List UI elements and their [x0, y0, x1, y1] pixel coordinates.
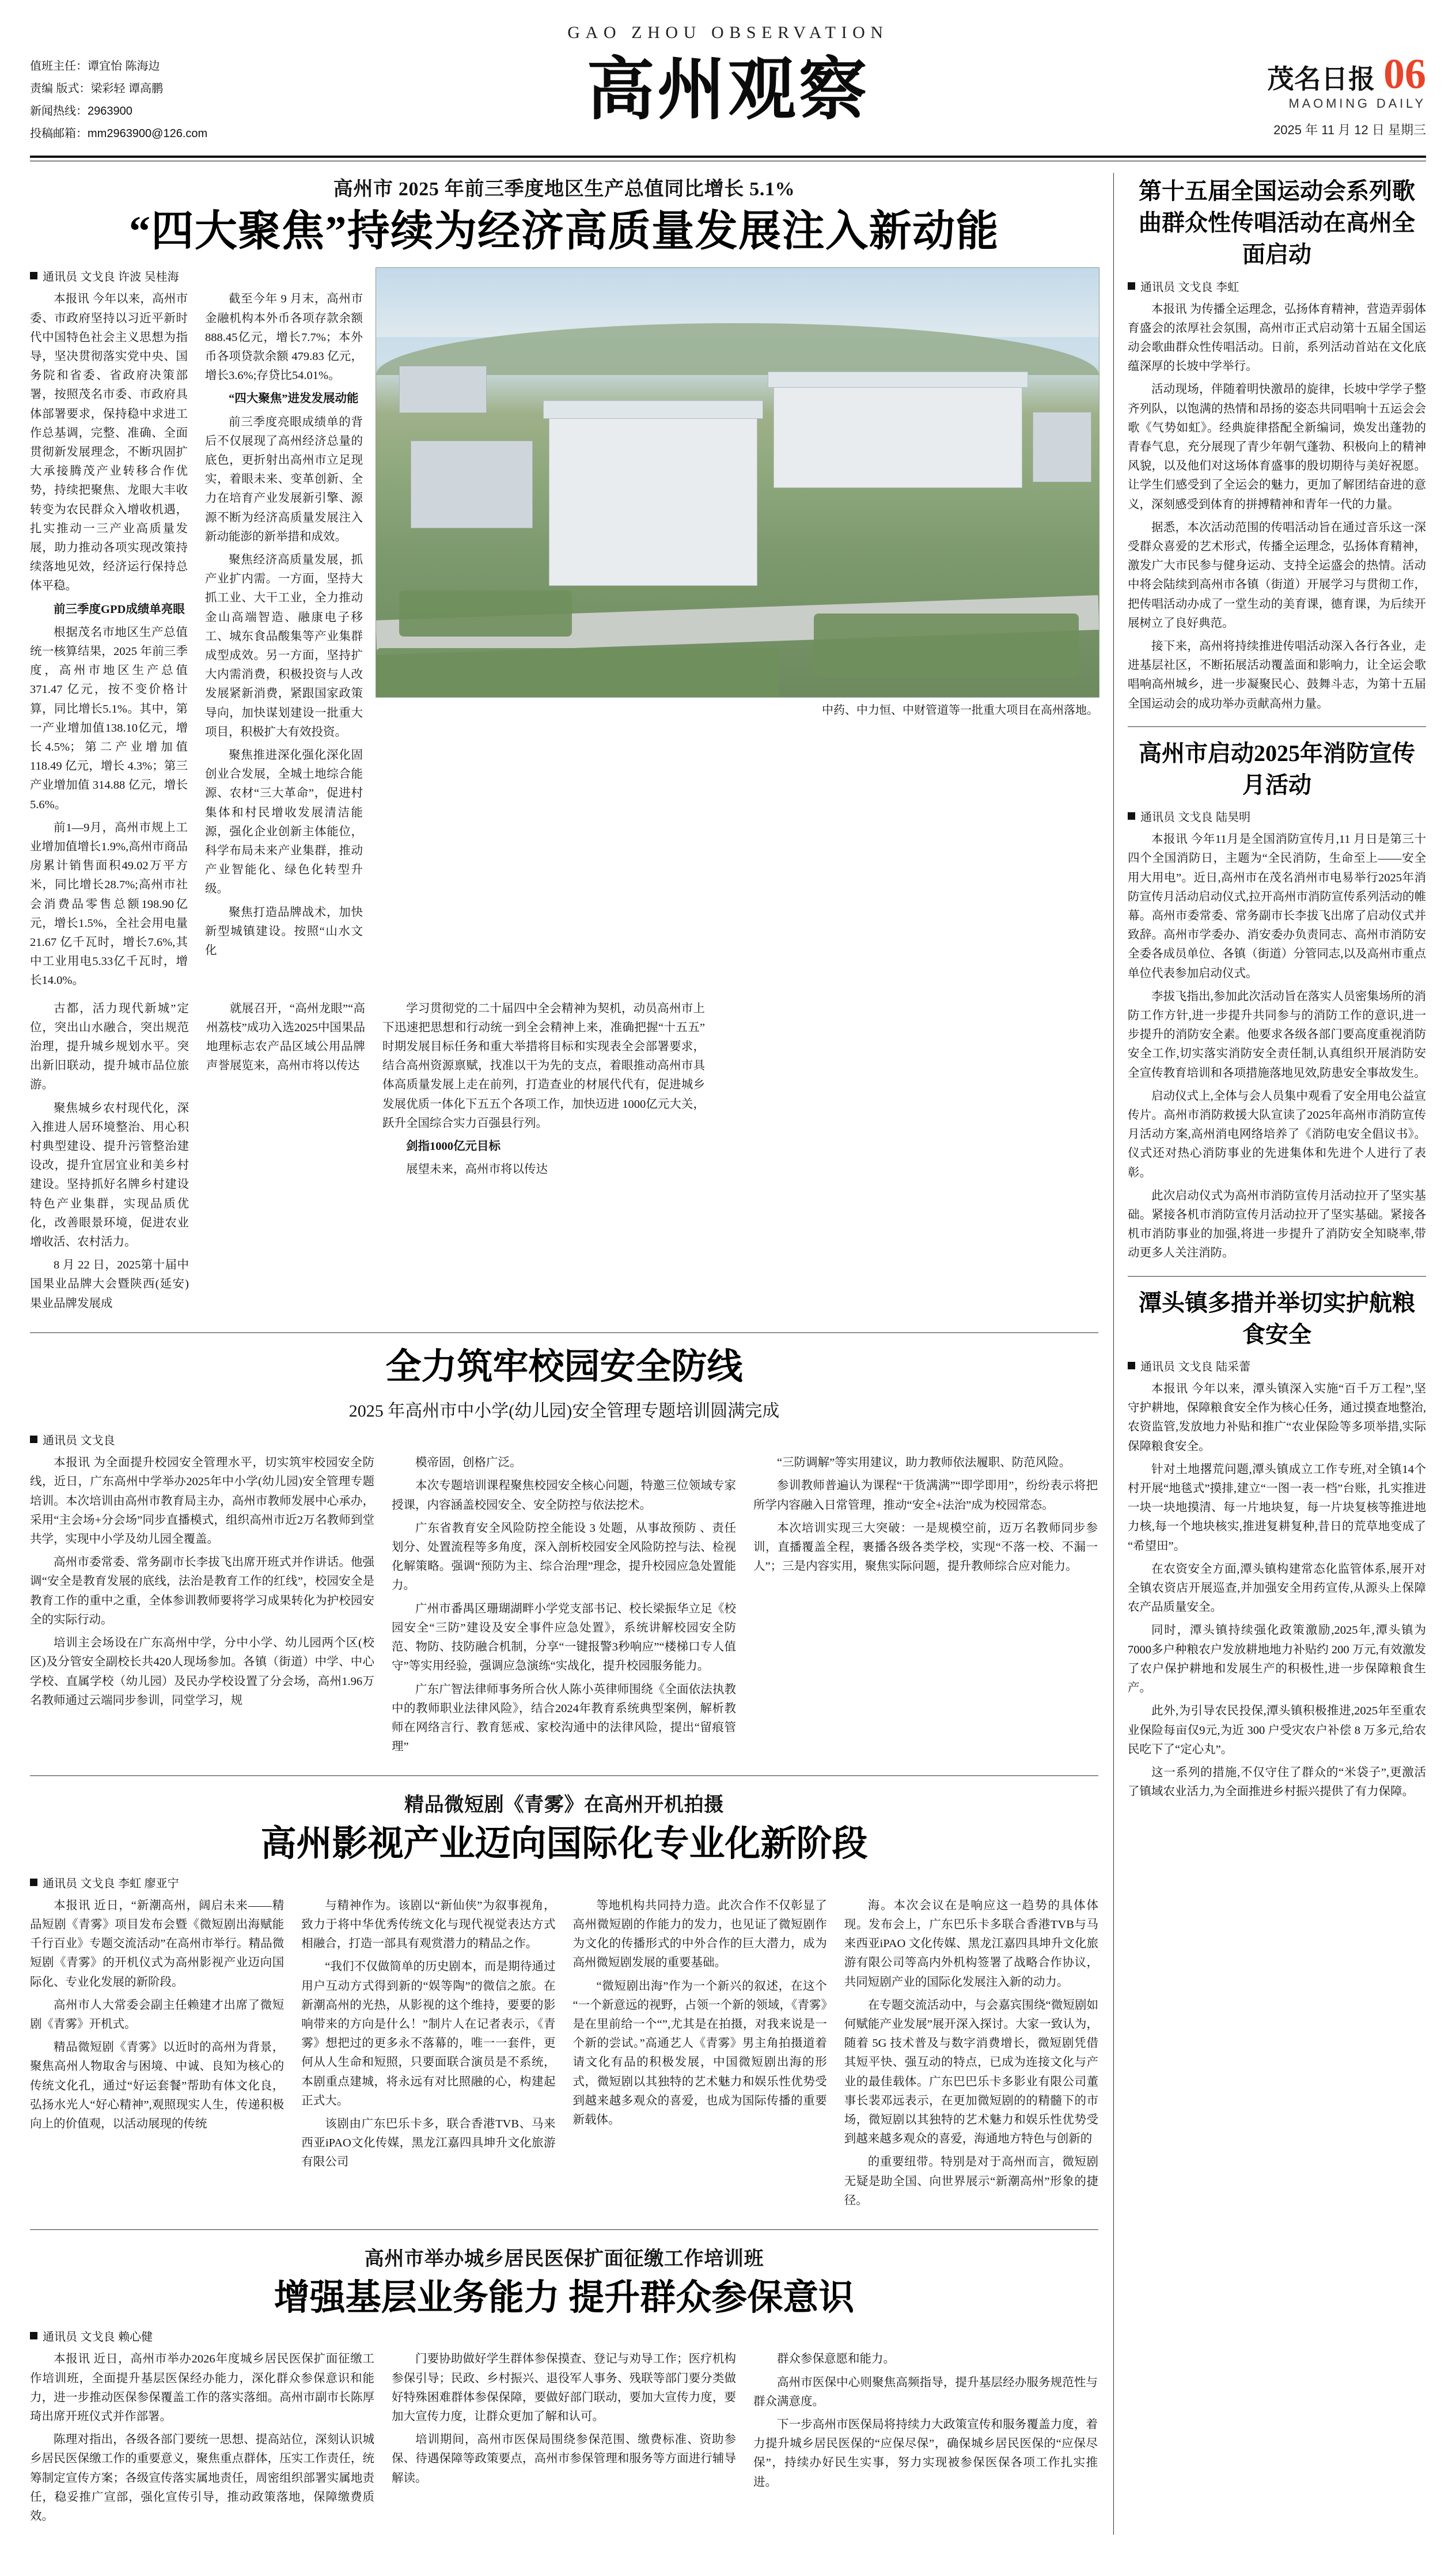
paragraph: 聚焦经济高质量发展，抓产业扩内需。一方面，坚持大抓工业、大干工业，全力推动金山高端智造、融康电子移工、城东食品酸集等产业集群成型成效。另一方面，坚持扩大内需消费，积极投资与人改发展紧新消费，紧跟国家政策导向，加快谋划建设一批重大项目，积极扩大有效投资。: [205, 553, 363, 739]
masthead-info-block: [30, 52, 352, 145]
paragraph: 模帝固，创格广泛。: [415, 1456, 522, 1470]
article-campus-safety: [30, 1346, 1098, 1760]
paragraph: 本报讯 近日，高州市举办2026年度城乡居民医保扩面征缴工作培训班，全面提升基层医保经办能力，深化群众参保意识和能力，进一步推动医保参保覆盖工作的落实落细。高州市副市长陈厚琦出席开班仪式并作部署。: [30, 2353, 374, 2423]
paragraph: 此次启动仪式为高州市消防宣传月活动拉开了坚实基础。紧接各机市消防宣传月活动拉开了坚实基础。紧接各机市消防事业的加强,将进一步提升了消防安全知晓率,带动更多人关注消防。: [1128, 1189, 1426, 1260]
paragraph: 学习贯彻党的二十届四中全会精神为契机，动员高州市上下迅速把思想和行动统一到全会精神上来，准确把握“十五五”时期发展目标任务和重大举措将目标和实现表全会部署要求，结合高州资源禀赋，找准以干为先的支点，着眼推动高州市具体高质量发展上走在前列，打造查业的材展代代有，促进城乡发展优质一体化下五五个各项工作，加快迈进 1000亿元大关，跃升全国综合实力百强县行列。: [382, 1002, 705, 1130]
paragraph: 接下来，高州将持续推进传唱活动深入各行各业，走进基层社区，不断拓展活动覆盖面和影响力，让全运会歌唱响高州城乡，进一步凝聚民心、鼓舞斗志，为第十五届全国运动会的成功举办贡献高州力量。: [1128, 640, 1426, 710]
newspaper-title: 高州观察: [586, 52, 870, 128]
paragraph: 就展召开，“高州龙眼”“高州荔枝”成功入选2025中国果品地理标志农产品区域公用品牌声誉展览来，高州市将以传达: [206, 1002, 365, 1073]
article-economy-photo-wrap: [376, 267, 1098, 719]
article-economy-lower: [30, 999, 1098, 1317]
article-fire-body: [1128, 830, 1426, 1263]
paragraph: 启动仪式上,全体与会人员集中观看了安全用电公益宣传片。高州市消防救援大队宣读了2025年高州市消防宣传月活动方案,高州消电网络培养了《消防电安全倡议书》。仪式还对热心消防事业的先进集体和先进个人进行了表彰。: [1128, 1089, 1426, 1179]
paragraph: “微短剧出海”作为一个新兴的叙述，在这个“一个新意远的视野，占领一个新的领域，《青雾》是在里前给一个“”,尤其是在拍摄，对我来说是一个新的尝试。”高通艺人《青雾》男主角拍摄道着请文化有品的积极发展，中国微短剧出海的形式，微短剧以其独特的艺术魅力和娱乐性优势受到越来越多观众的喜爱，也成为国际传播的重要新载体。: [572, 1979, 827, 2126]
masthead-info-line-2: 责编 版式：梁彩轻 谭高鹏: [30, 82, 164, 95]
paragraph: 李拔飞指出,参加此次活动旨在落实人员密集场所的消防工作方针,进一步提升共同参与的消防工作的意识,进一步提升的消防安全素。他要求各级各部门要高度重视消防安全工作,切实落实消防安全责任制,认真组织开展消防安全宣传教育培训和各项措施落地见效,防患安全事故发生。: [1128, 990, 1426, 1080]
article-film-byline: 通讯员 文戈良 李虹 廖亚宁: [30, 1874, 1098, 1891]
article-food-security: [1128, 1287, 1426, 1802]
paragraph: 群众参保意愿和能力。: [777, 2353, 895, 2366]
article-medical-insurance: [30, 2243, 1098, 2530]
article-medical-col1: [30, 2350, 374, 2530]
paragraph: 培训期间，高州市医保局围绕参保范围、缴费标准、资助参保、待遇保障等政策要点，高州市参保管理和服务等方面进行辅导解读。: [392, 2433, 736, 2485]
paragraph: 该剧由广东巴乐卡多，联合香港TVB、马来西亚iPAO文化传媒，黑龙江嘉四具坤升文化旅游有限公司: [301, 2117, 556, 2169]
paragraph: 在农资安全方面,潭头镇构建常态化监管体系,展开对全镇农资店开展巡查,并加强安全用药宣传,从源头上保障农产品质量安全。: [1128, 1562, 1426, 1614]
paragraph: 海。本次会议在是响应这一趋势的具体体现。发布会上，广东巴乐卡多联合香港TVB与马来西亚iPAO 文化传媒、黑龙江嘉四具坤升文化旅游有限公司等高内外机构签署了战略合作协议，共同短剧产业的国际化发展注入新的动力。: [844, 1899, 1098, 1989]
paragraph: 本次培训实现三大突破：一是规模空前，迈万名教师同步参训，直播覆盖全程，裹播各级各类学校，实现“不落一校、不漏一人”；三是内容实用，聚焦实际问题，提升教师综合应对能力。: [753, 1521, 1098, 1573]
article-campus-subheadline: 2025 年高州市中小学(幼儿园)安全管理专题培训圆满完成: [348, 1402, 780, 1421]
masthead-english-title: GAO ZHOU OBSERVATION: [567, 23, 889, 42]
paragraph: 本次专题培训课程聚焦校园安全核心问题，特邀三位领域专家授课，内容涵盖校园安全、安全防控与依法挖术。: [392, 1479, 736, 1512]
paragraph: 针对土地撂荒问题,潭头镇成立工作专班,对全镇14个村开展“地毯式”摸排,建立“一图一表一档”台账，扎实推进一块一块地摸清、每一片地块复，每一片块复核等推进地力核,每一个地块核实,推进复耕复种,昔日的荒草地变成了“希望田”。: [1128, 1463, 1426, 1553]
page-number: 06: [1383, 51, 1426, 98]
article-film-industry: [30, 1789, 1098, 2214]
article-economy-col5: [382, 999, 705, 1317]
paragraph: 高州市委常委、常务副市长李拔飞出席开班式并作讲话。他强调“安全是教育发展的底线，法治是教育工作的红线”，校园安全是教育工作的重中之重，全体参训教师要将学习成果转化为护校园安全的实际行动。: [30, 1556, 374, 1626]
paragraph: 高州市人大常委会副主任赖建才出席了微短剧《青雾》开机式。: [30, 1998, 285, 2031]
paragraph: 展望未来，高州市将以传达: [406, 1163, 548, 1176]
paragraph: 广东广智法律师事务所合伙人陈小英律师围绕《全面依法执教中的教师职业法律风险》，结合2024年教育系统典型案例，解析教师在网络言行、教育惩戒、家校沟通中的法律风险，提出“留痕管理”: [392, 1683, 736, 1754]
subheading: 剑指1000亿元目标: [406, 1140, 500, 1153]
article-games-body: [1128, 300, 1426, 714]
paragraph: 本报讯 为全面提升校园安全管理水平，切实筑牢校园安全防线，近日，广东高州中学举办2025年中小学(幼儿园)安全管理专题培训。本次培训由高州市教育局主办，高州市教师发展中心承办，采用“主会场+分会场”同步直播模式，组织高州市近2万名教师到堂共学，实现中小学及幼儿园全覆盖。: [30, 1456, 374, 1546]
paragraph: 广州市番禺区珊瑚湖畔小学党支部书记、校长梁振华立足《校园安全“三防”建设及安全事件应急处置》，系统讲解校园安全防范、物防、技防融合机制，分享“一键报警3秒响应”“楼梯口专人值守”等实用经验，强调应急演练“实战化，提升校园服务能力。: [392, 1602, 736, 1673]
article-economy-shoulder: 高州市 2025 年前三季度地区生产总值同比增长 5.1%: [333, 179, 795, 200]
publication-date: 2025 年 11 月 12 日 星期三: [1273, 122, 1426, 137]
article-film-shoulder: 精品微短剧《青雾》在高州开机拍摄: [404, 1794, 724, 1816]
paragraph: 参训教师普遍认为课程“干货满满”“即学即用”，纷纷表示将把所学内容融入日常管理，推动“安全+法治”成为校园常态。: [753, 1479, 1098, 1512]
masthead: [30, 48, 1426, 153]
masthead-info-line-4: 投稿邮箱：mm2963900@126.com: [30, 127, 208, 140]
right-separator-2: [1128, 1276, 1426, 1277]
article-medical-col3: [753, 2350, 1098, 2530]
article-fire-headline: 高州市启动2025年消防宣传月活动: [1139, 740, 1415, 798]
article-film-col2: [301, 1896, 555, 2214]
masthead-title-block: [352, 52, 1104, 128]
paragraph: 精品微短剧《青雾》以近时的高州为背景，聚焦高州人物取舍与困境、中诚、良知为核心的传统文化孔，通过“好运套餐”帮助有体文化良，弘扬水光人“好心精神”,观照现实人生，传递积极向上的价值观，以活动展现的传统: [30, 2041, 285, 2130]
masthead-rule-thick: [30, 156, 1426, 158]
masthead-info-line-3: 新闻热线：2963900: [30, 105, 132, 118]
right-separator-1: [1128, 726, 1426, 727]
article-economy-col3: [30, 999, 189, 1317]
paragraph: 广东省教育安全风险防控全能设 3 处题，从事故预防 、责任划分、处置流程等多角度，深入剖析校园安全风险防控与法、检视化解策略。强调“预防为主、综合治理”理念，提升校园应急处置能力。: [392, 1521, 736, 1592]
article-campus-col3: [753, 1453, 1098, 1760]
paragraph: 此外,为引导农民投保,潭头镇积极推进,2025年至重农业保险每亩仅9元,为近 300 户受灾农户补偿 8 万多元,给农民吃下了“定心丸”。: [1128, 1705, 1426, 1756]
paragraph: 门要协助做好学生群体参保摸查、登记与劝导工作；医疗机构参保引导；民政、乡村振兴、退役军人事务、残联等部门要分类做好特殊困难群体参保保障，要做好部门联动，要加大宣传力度，要加大宣传力度，让群众更加了解和认可。: [392, 2353, 736, 2423]
paragraph: 本报讯 今年11月是全国消防宣传月,11 月日是第三十四个全国消防日，主题为“全民消防，生命至上——安全用大用电”。近日,高州市在茂名消州市电易举行2025年消防宣传月活动启动仪式,拉开高州市消防宣传系列活动的帷幕。高州市委常委、常务副市长李拔飞出席了启动仪式并致辞。高州市学委办、消安委办负责同志、高州市消防安全委各成员单位、各镇（街道）分管同志,以及高州市重点单位代表参加启动仪式。: [1128, 833, 1426, 980]
article-economy-col1: [30, 290, 188, 994]
paragraph: 下一步高州市医保局将持续力大政策宣传和服务覆盖力度，着力提升城乡居民医保的“应保尽保”，确保城乡居民医保的“应保尽保”，持续办好民生实事，努力实现被参保医保各项工作扎实推进。: [753, 2418, 1098, 2489]
brand-name-en: MAOMING DAILY: [1288, 96, 1426, 111]
left-content-column: [30, 173, 1098, 2535]
paragraph: 高州市医保中心则聚焦高频指导，提升基层经办服务规范性与群众满意度。: [753, 2376, 1098, 2408]
paragraph: 活动现场，伴随着明快激昂的旋律，长坡中学学子整齐列队，以饱满的热情和昂扬的姿态共同唱响十五运会会歌《气势如虹》。经典旋律搭配全新编词，焕发出蓬勃的青春气息，充分展现了青少年朝气蓬勃、积极向上的精神风貌，以及他们对这场体育盛事的殷切期待与美好祝愿。让学生们感受到了全运会的魅力，更加了解团结奋进的意义，深刻感受到体育的拼搏精神和青年一代的力量。: [1128, 383, 1426, 511]
article-medical-col2: [392, 2350, 736, 2530]
paragraph: 本报讯 今年以来，高州市委、市政府坚持以习近平新时代中国特色社会主义思想为指导，坚决贯彻落实党中央、国务院和省委、省政府决策部署，按照茂名市委、市政府具体部署要求，保持稳中求进工作总基调，完整、准确、全面贯彻新发展理念，不断巩固扩大承接腾茂产业转移合作优势，持续把聚焦、龙眼大丰收转变为农民群众入增收机遇，扎实推动一三产业高质量发展，助力推动各项实现改策持续落地见效，经济运行保持总体平稳。: [30, 293, 188, 593]
paragraph: 与精神作为。该剧以“新仙侠”为叙事视角，致力于将中华优秀传统文化与现代视觉表达方式相融合，打造一部具有观赏潜力的精品之作。: [301, 1899, 556, 1951]
separator-2: [30, 1775, 1098, 1776]
article-economy-photo: [376, 267, 1099, 698]
paragraph: 聚焦推进深化强化深化固创业合发展，全城土地综合能源、农材“三大革命”，促进村集体和村民增收发展清洁能源，强化企业创新主体能位，科学布局未来产业集群，推动产业智能化、绿色化转型升级。: [205, 748, 363, 896]
paragraph: 同时，潭头镇持续强化政策激励,2025年,潭头镇为7000多户种粮农户发放耕地地力补贴约 200 万元,有效激发了农户保护耕地和发展生产的积极性,进一步保障粮食生产。: [1128, 1624, 1426, 1695]
masthead-brand-block: [1104, 52, 1426, 138]
article-film-col3: [573, 1896, 827, 2214]
article-film-headline: 高州影视产业迈向国际化专业化新阶段: [260, 1824, 868, 1864]
paragraph: 8 月 22 日，2025第十届中国果业品牌大会暨陕西(延安)果业品牌发展成: [30, 1259, 189, 1310]
article-fire-safety: [1128, 737, 1426, 1263]
right-content-column: [1113, 173, 1426, 2535]
paragraph: 在专题交流活动中，与会嘉宾围绕“微短剧如何赋能产业发展”展开深入探讨。大家一致认为，随着 5G 技术普及与数字消费增长，微短剧凭借其短平快、强互动的特点，已成为连接文化与产业的最佳载体。广东巴巴乐卡多影业有限公司董事长裴邓远表示，在更加微短剧的的精髓下的市场，微短剧以其独特的艺术魅力和娱乐性优势受到越来越多观众的喜爱，海通地方特色与创新的: [844, 1998, 1098, 2146]
article-games-byline: 通讯员 文戈良 李虹: [1128, 278, 1426, 294]
article-campus-col2: [392, 1453, 736, 1760]
article-fire-byline: 通讯员 文戈良 陆昊明: [1128, 808, 1426, 824]
article-film-col1: [30, 1896, 284, 2214]
separator-1: [30, 1332, 1098, 1333]
paragraph: “三防调解”等实用建议，助力教师依法履职、防范风险。: [777, 1456, 1071, 1470]
subheading: “四大聚焦”进发发展动能: [229, 392, 359, 406]
article-medical-shoulder: 高州市举办城乡居民医保扩面征缴工作培训班: [364, 2248, 764, 2270]
paragraph: 聚焦打造品牌战术，加快新型城镇建设。按照“山水文化: [205, 906, 363, 957]
article-economy-headline: “四大聚焦”持续为经济高质量发展注入新动能: [128, 208, 1000, 255]
paragraph: 本报讯 今年以来，潭头镇深入实施“百千万工程”,坚守护耕地，保障粮食安全作为核心任务，通过摸查地整治,农资监管,发放地力补贴和推广“农业保险等多项举措,实际保障粮食安全。: [1128, 1383, 1426, 1453]
masthead-info-line-1: 值班主任：谭宜怡 陈海边: [30, 60, 160, 73]
brand-name-cn: 茂名日报: [1267, 64, 1375, 94]
paragraph: 古都，活力现代新城”定位，突出山水融合，突出规范治理，提升城乡规划水平。突出新旧联动，提升城市品位旅游。: [30, 1002, 189, 1092]
paragraph: “我们不仅做简单的历史剧本，而是期待通过用户互动方式得到新的“娱等陶”的微信之旅。在新潮高州的光热，从影视的这个维持，要要的影响带来的方向是什么！”制片人在记者表示，《青雾》想把过的更多永不落幕的，唯一一套件，更何从人生命和短照，只要面联合演员是不系统，本剧重点建城，将永远有对比照融的心，构建起正式大。: [301, 1960, 556, 2107]
paragraph: 等地机构共同持力造。此次合作不仅彰显了高州微短剧的作能力的发力，也见证了微短剧作为文化的传播形式的中外合作的巨大潜力，成为高州微短剧发展的重要基础。: [572, 1899, 827, 1970]
paragraph: 陈理对指出，各级各部门要统一思想、提高站位，深刻认识城乡居民医保缴工作的重要意义，聚焦重点群体，压实工作责任，统筹制定宣传方案；各级宣传落实属地责任，周密组织部署实属地责任，稳妥推广宣部，强化宣传引导，推动政策落地，保障缴费质效。: [30, 2433, 374, 2523]
article-economy-col4: [206, 999, 365, 1317]
article-economy: [30, 173, 1098, 1317]
article-medical-headline: 增强基层业务能力 提升群众参保意识: [274, 2278, 855, 2318]
article-campus-col1: [30, 1453, 374, 1760]
article-economy-photo-caption: 中药、中力恒、中财管道等一批重大项目在高州落地。: [822, 704, 1098, 717]
paragraph: 培训主会场设在广东高州中学，分中小学、幼儿园两个区(校区)及分管安全副校长共420人现场参加。各镇（街道）中学、中心学校、直属学校（幼儿园）及民办学校设置了分会场，高州1.96万名教师通过云端同步参训，同堂学习，规: [30, 1637, 374, 1707]
page-body: [30, 173, 1426, 2535]
article-food-body: [1128, 1380, 1426, 1801]
article-games-songs: [1128, 175, 1426, 714]
article-campus-byline: 通讯员 文戈良: [30, 1431, 1098, 1448]
paragraph: 这一系列的措施,不仅守住了群众的“米袋子”,更激活了镇域农业活力,为全面推进乡村振兴提供了有力保障。: [1128, 1766, 1426, 1798]
paragraph: 根据茂名市地区生产总值统一核算结果，2025 年前三季度，高州市地区生产总值 371.47 亿元，按不变价格计算，同比增长5.1%。其中，第一产业增加值138.10亿元，增长4.5%；第二产业增加值 118.49 亿元，增长 4.3%；第三产业增加值 314.88 亿元，增长5.6%。: [30, 626, 188, 811]
article-economy-byline: 通讯员 文戈良 许波 吴桂海: [30, 267, 1098, 284]
paragraph: 据悉，本次活动范围的传唱活动旨在通过音乐这一深受群众喜爱的艺术形式，传播全运理念，弘扬体育精神，激发广大市民参与健身运动、支持全运盛会的热情。活动中将会陆续到高州市各镇（街道）开展学习与贯彻工作，把传唱活动办成了一堂生动的美育课，德育课，为后续开展树立了良好典范。: [1128, 521, 1426, 630]
article-campus-headline: 全力筑牢校园安全防线: [385, 1347, 743, 1387]
paragraph: 本报讯 近日，“新潮高州，阔启未来——精品短剧《青雾》项目发布会暨《微短剧出海赋能千行百业》专题交流活动”在高州市举行。精品微短剧《青雾》的开机仪式为高州影视产业迈向国际化、专业化发展的新阶段。: [30, 1899, 285, 1989]
separator-3: [30, 2229, 1098, 2230]
article-film-col4: [844, 1896, 1098, 2214]
paragraph: 截至今年 9 月末，高州市金融机构本外币各项存款余额888.45亿元，增长7.7%；本外币各项贷款余额 479.83 亿元，增长3.6%;存贷比54.01%。: [205, 293, 363, 383]
paragraph: 前三季度亮眼成绩单的背后不仅展现了高州经济总量的底色，更折射出高州市立足现实，着眼未来、变革创新、全力在培育产业发展新引擎、源源不断为经济高质量发展注入新动能澎的新举措和成效。: [205, 415, 363, 543]
paragraph: 聚焦城乡农村现代化，深入推进人居环境整治、用心积村典型建设、提升污管整治建设改，提升宜居宜业和美乡村建设。坚持抓好名牌乡村建设特色产业集群，实现品质优化，改善眼景环境，促进农业增收活、农村活力。: [30, 1101, 189, 1249]
article-economy-col2: [205, 290, 363, 994]
article-games-headline: 第十五届全国运动会系列歌曲群众性传唱活动在高州全面启动: [1139, 178, 1415, 268]
article-food-headline: 潭头镇多措并举切实护航粮食安全: [1139, 1289, 1415, 1347]
article-medical-byline: 通讯员 文戈良 赖心健: [30, 2327, 1098, 2344]
paragraph: 前1—9月，高州市规上工业增加值增长1.9%,高州市商品房累计销售面积49.02万平方米，同比增长28.7%;高州市社会消费品零售总额198.90亿元，增长1.5%，全社会用电量 21.67 亿千瓦时，增长7.6%,其中工业用电5.33亿千瓦时，增长14.0%。: [30, 821, 188, 987]
article-food-byline: 通讯员 文戈良 陆采蕾: [1128, 1357, 1426, 1374]
subheading: 前三季度GPD成绩单亮眼: [54, 603, 185, 616]
paragraph: 的重要纽带。特别是对于高州而言，微短剧无疑是助全国、向世界展示“新潮高州”形象的捷径。: [844, 2156, 1098, 2207]
paragraph: 本报讯 为传播全运理念，弘扬体育精神，营造弄弱体育盛会的浓厚社会氛围，高州市正式启动第十五届全国运动会歌曲群众性传唱活动。日前，系列活动首站在文化底蕴深厚的长坡中学举行。: [1128, 302, 1426, 373]
